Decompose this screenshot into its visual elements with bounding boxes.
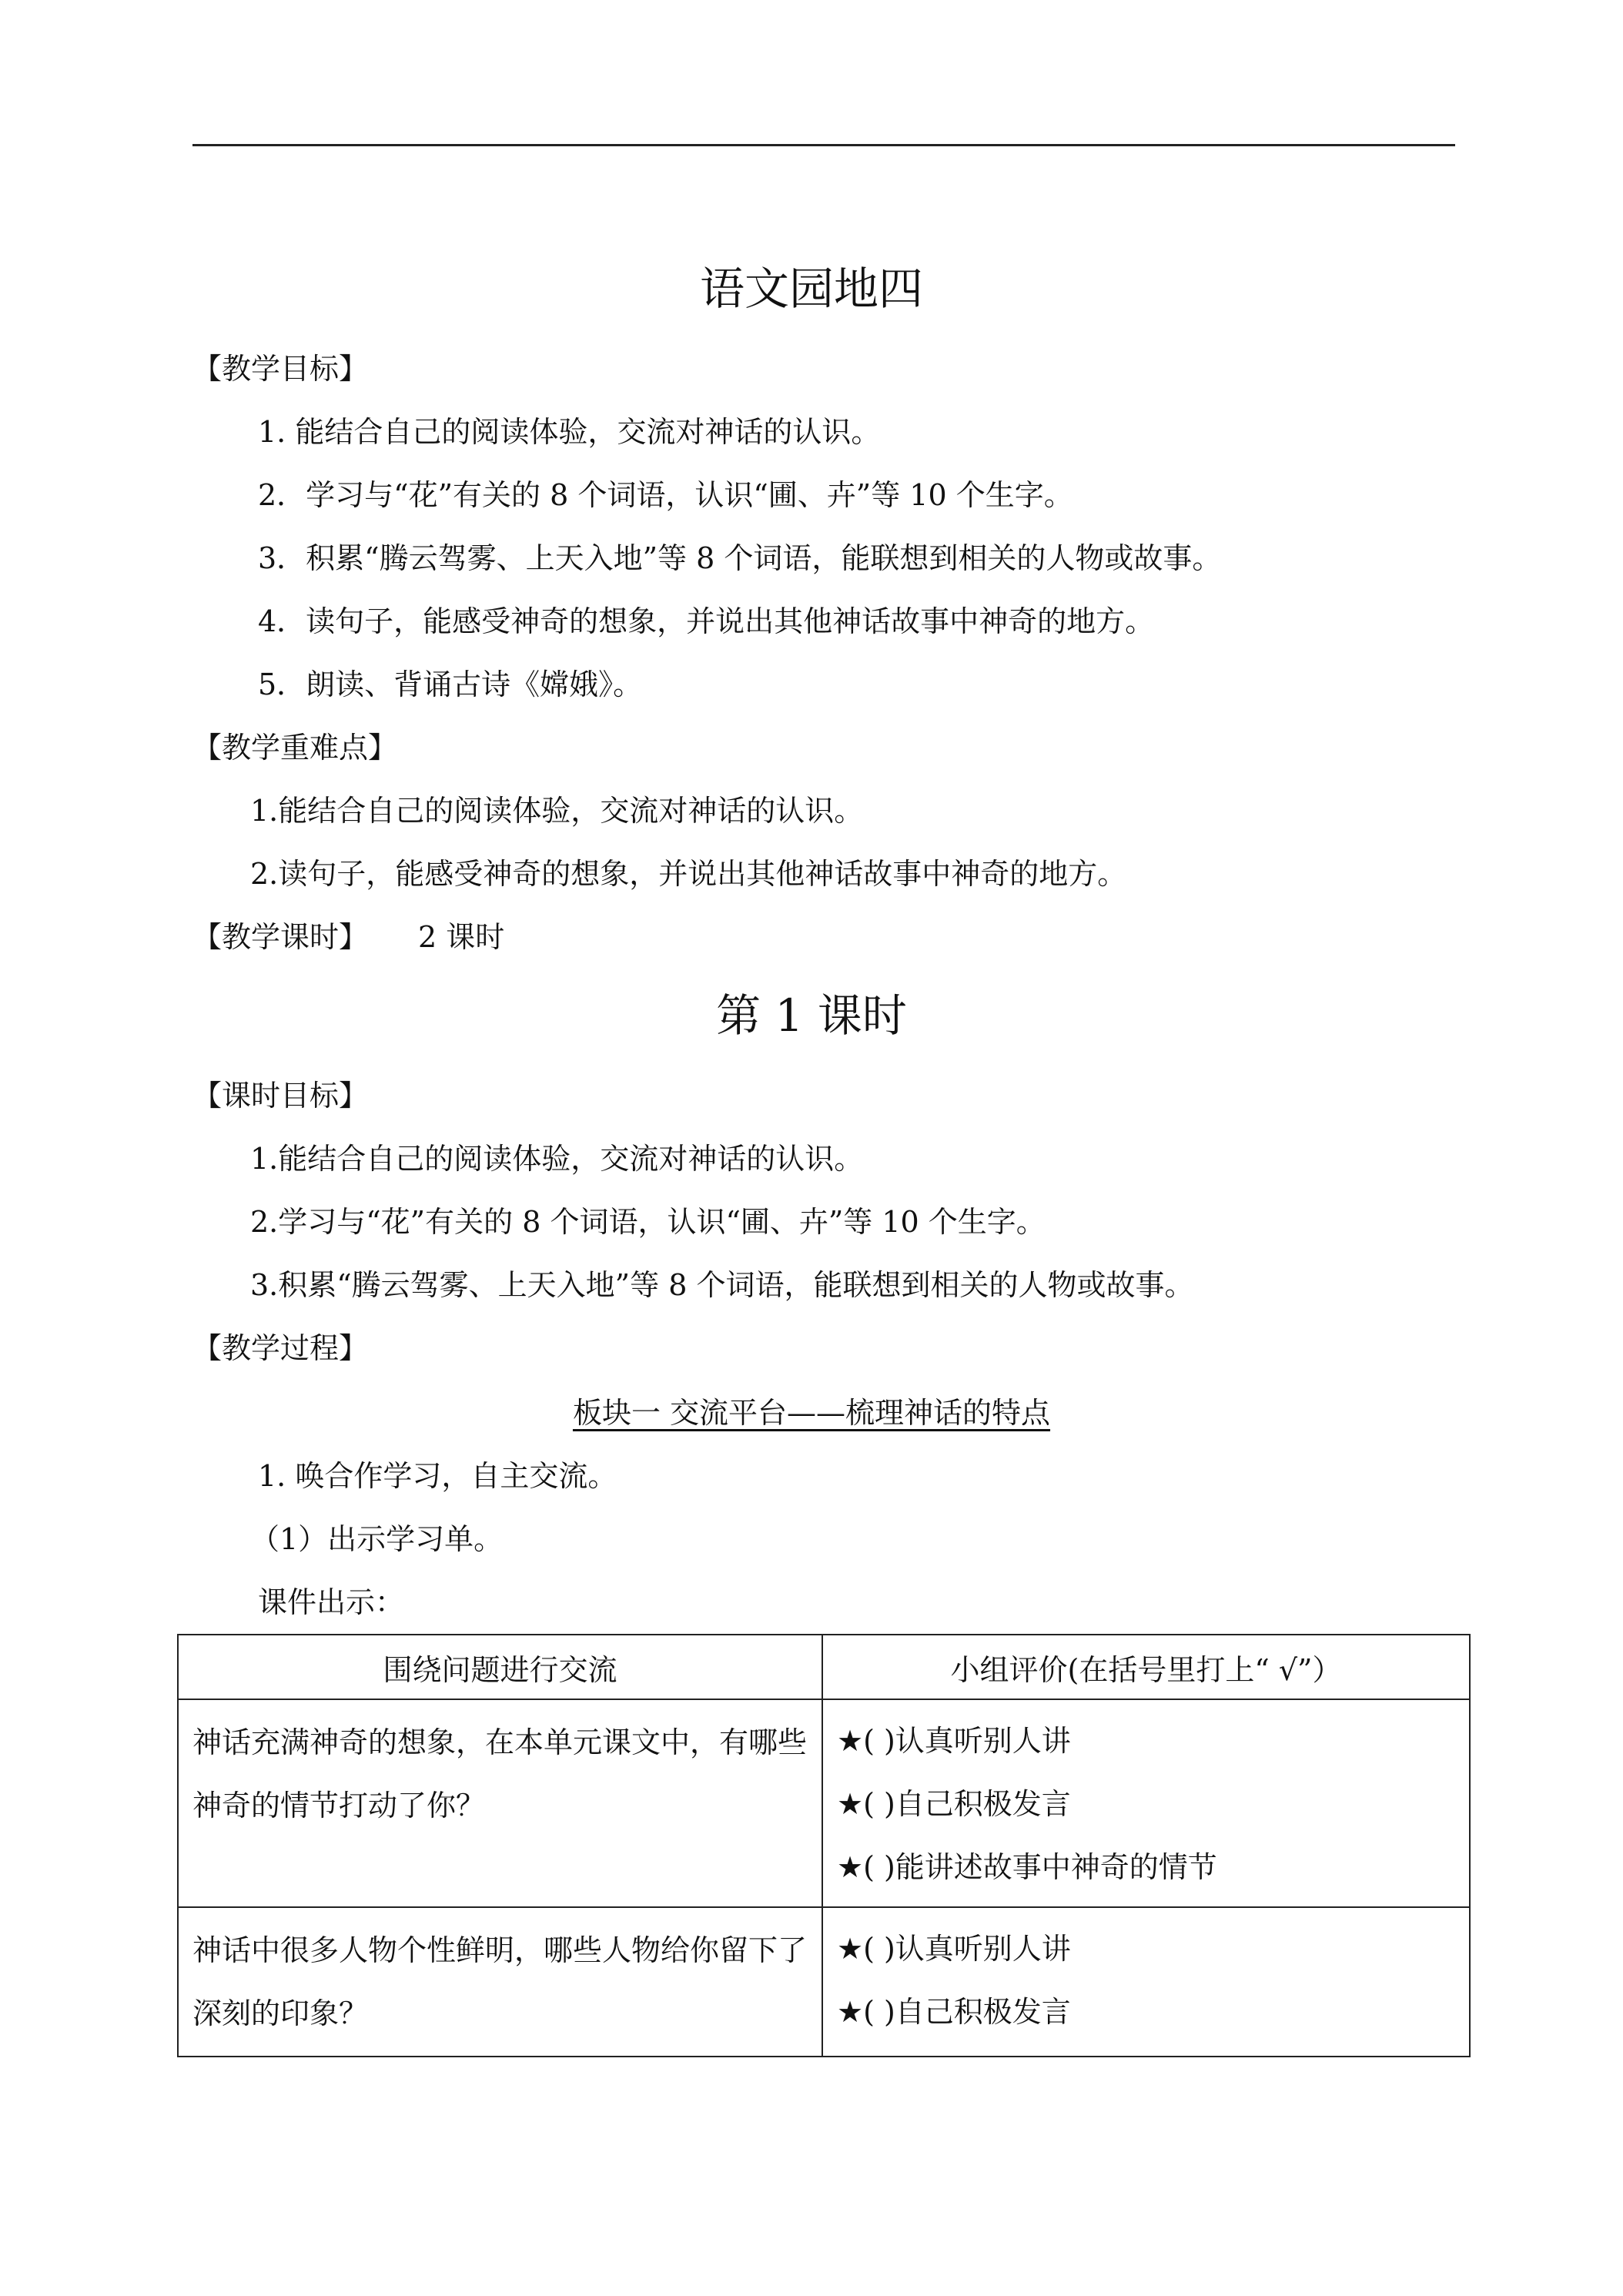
teaching-goal-1: 1. 能结合自己的阅读体验，交流对神话的认识。 xyxy=(258,415,881,449)
module-heading: 板块一 交流平台——梳理神话的特点 xyxy=(572,1396,1051,1430)
eval-item xyxy=(837,1980,1455,2043)
checkbox-paren: ( ) xyxy=(863,1932,895,1966)
checkbox-paren: ( ) xyxy=(863,1995,895,2029)
process-step-1: 1. 唤合作学习，自主交流。 xyxy=(258,1459,617,1493)
header-evaluation: 小组评价(在括号里打上“ √”） xyxy=(822,1635,1470,1699)
document-title: 语文园地四 xyxy=(699,263,923,315)
eval-text: 能讲述故事中神奇的情节 xyxy=(895,1850,1217,1884)
star-icon: ★ xyxy=(836,1787,864,1821)
study-sheet-table xyxy=(177,1634,1471,2057)
class-hours-value: 2 课时 xyxy=(418,920,505,954)
table-header-row xyxy=(178,1635,1470,1699)
teaching-goal-4: 4．读句子，能感受神奇的想象，并说出其他神话故事中神奇的地方。 xyxy=(258,604,1155,638)
checkbox-paren: ( ) xyxy=(863,1850,895,1884)
question-cell: 神话充满神奇的想象，在本单元课文中，有哪些神奇的情节打动了你？ xyxy=(178,1699,822,1907)
header-rule xyxy=(192,144,1455,146)
teaching-goal-5: 5．朗读、背诵古诗《嫦娥》。 xyxy=(258,668,643,701)
lesson-goal-2: 2.学习与“花”有关的 8 个词语，认识“圃、卉”等 10 个生字。 xyxy=(250,1205,1046,1239)
header-question: 围绕问题进行交流 xyxy=(178,1635,822,1699)
key-point-1: 1.能结合自己的阅读体验，交流对神话的认识。 xyxy=(250,794,864,828)
evaluation-cell xyxy=(822,1907,1470,2057)
teaching-goal-2: 2．学习与“花”有关的 8 个词语，认识“圃、卉”等 10 个生字。 xyxy=(258,478,1073,512)
key-points-label: 【教学重难点】 xyxy=(192,731,398,765)
process-label: 【教学过程】 xyxy=(192,1331,369,1365)
question-cell: 神话中很多人物个性鲜明，哪些人物给你留下了深刻的印象？ xyxy=(178,1907,822,2057)
eval-item xyxy=(837,1772,1455,1836)
teaching-goals-label: 【教学目标】 xyxy=(192,352,369,386)
lesson-goal-3: 3.积累“腾云驾雾、上天入地”等 8 个词语，能联想到相关的人物或故事。 xyxy=(250,1268,1194,1302)
star-icon: ★ xyxy=(836,1850,864,1884)
study-sheet xyxy=(177,1634,1471,2057)
star-icon: ★ xyxy=(836,1724,864,1758)
checkbox-paren: ( ) xyxy=(863,1724,895,1758)
eval-text: 认真听别人讲 xyxy=(895,1932,1071,1966)
table-row xyxy=(178,1907,1470,2057)
eval-text: 自己积极发言 xyxy=(895,1787,1071,1821)
lesson-goal-1: 1.能结合自己的阅读体验，交流对神话的认识。 xyxy=(250,1142,864,1176)
lesson-title: 第 1 课时 xyxy=(716,989,907,1042)
eval-item xyxy=(837,1836,1455,1899)
eval-item xyxy=(837,1917,1455,1980)
table-row xyxy=(178,1699,1470,1907)
class-hours-label: 【教学课时】 xyxy=(192,920,369,954)
checkbox-paren: ( ) xyxy=(863,1787,895,1821)
star-icon: ★ xyxy=(836,1995,864,2029)
eval-item xyxy=(837,1709,1455,1772)
lesson-goals-label: 【课时目标】 xyxy=(192,1079,369,1113)
courseware-label: 课件出示： xyxy=(258,1585,405,1619)
eval-text: 认真听别人讲 xyxy=(895,1724,1071,1758)
star-icon: ★ xyxy=(836,1932,864,1966)
evaluation-cell xyxy=(822,1699,1470,1907)
process-step-1-sub: （1）出示学习单。 xyxy=(250,1522,504,1556)
key-point-2: 2.读句子，能感受神奇的想象，并说出其他神话故事中神奇的地方。 xyxy=(250,857,1127,891)
eval-text: 自己积极发言 xyxy=(895,1995,1071,2029)
teaching-goal-3: 3．积累“腾云驾雾、上天入地”等 8 个词语，能联想到相关的人物或故事。 xyxy=(258,541,1222,575)
